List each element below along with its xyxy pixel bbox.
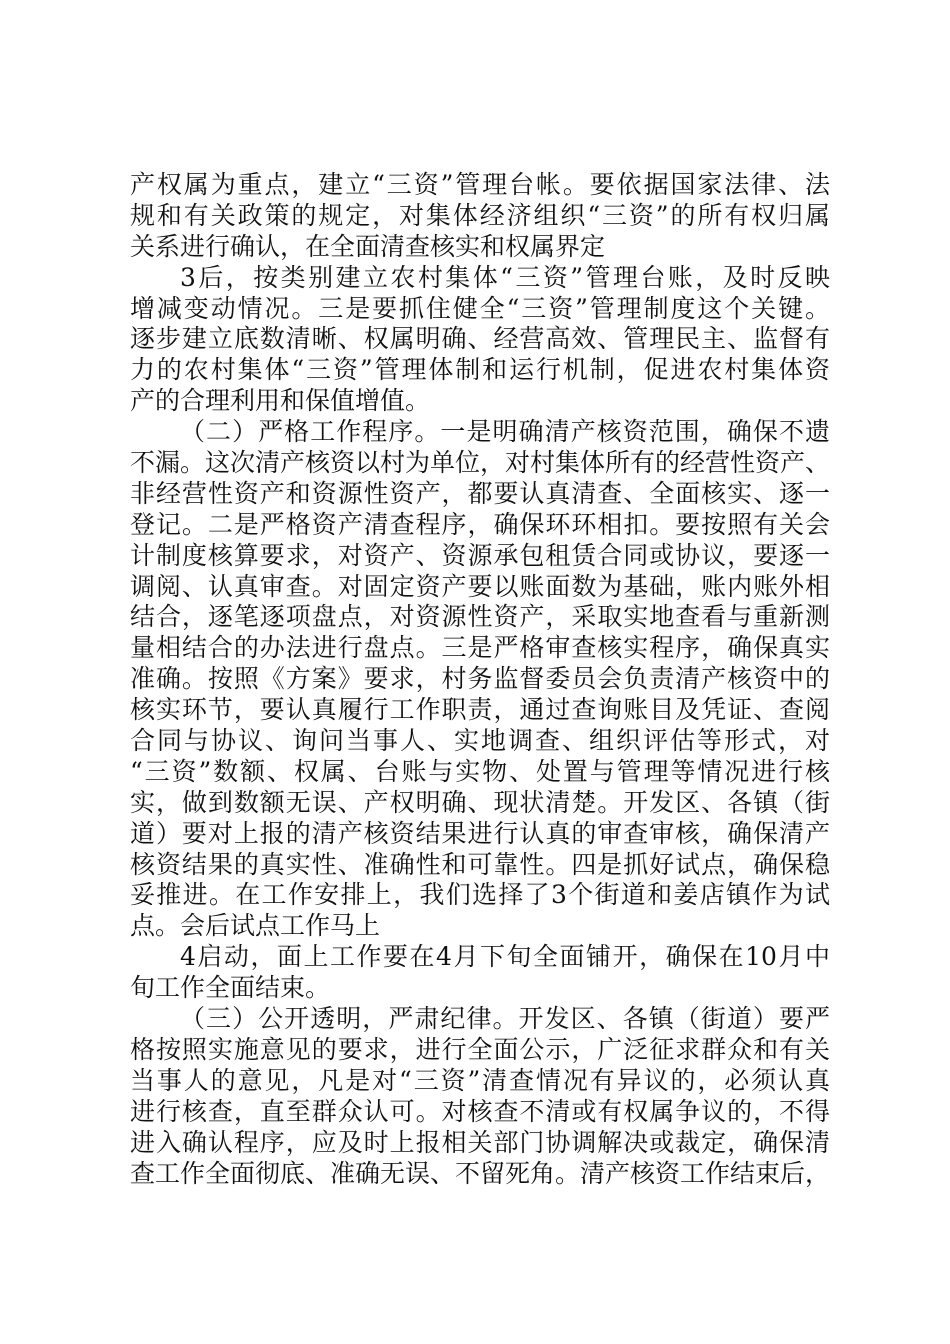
text-line: 登记。二是严格资产清查程序，确保环环相扣。要按照有关会 (130, 509, 830, 539)
text-line: 不漏。这次清产核资以村为单位，对村集体所有的经营性资产、 (130, 448, 831, 478)
text-line: 点。会后试点工作马上 (130, 911, 381, 941)
text-line: （三）公开透明，严肃纪律。开发区、各镇（街道）要严 (180, 1004, 830, 1034)
text-line: 进入确认程序，应及时上报相关部门协调解决或裁定，确保清 (130, 1127, 830, 1157)
text-line: 非经营性资产和资源性资产，都要认真清查、全面核实、逐一 (130, 478, 830, 508)
text-line: 准确。按照《方案》要求，村务监督委员会负责清产核资中的 (130, 664, 830, 694)
document-body (130, 170, 830, 1189)
text-line: 结合，逐笔逐项盘点，对资源性资产，采取实地查看与重新测 (130, 602, 830, 632)
text-line: 旬工作全面结束。 (130, 973, 331, 1003)
text-line: 逐步建立底数清晰、权属明确、经营高效、管理民主、监督有 (130, 324, 830, 354)
text-line: 产权属为重点，建立“三资”管理台帐。要依据国家法律、法 (130, 170, 830, 199)
text-line: 查工作全面彻底、准确无误、不留死角。清产核资工作结束后， (130, 1158, 831, 1188)
text-line: “三资”数额、权属、台账与实物、处置与管理等情况进行核 (130, 756, 830, 786)
text-line: 道）要对上报的清产核资结果进行认真的审查审核，确保清产 (130, 818, 830, 848)
text-line: 计制度核算要求，对资产、资源承包租赁合同或协议，要逐一 (130, 540, 830, 570)
text-line: 4启动，面上工作要在4月下旬全面铺开，确保在10月中 (180, 942, 830, 972)
text-line: 进行核查，直至群众认可。对核查不清或有权属争议的，不得 (130, 1096, 830, 1126)
text-line: 当事人的意见，凡是对“三资”清查情况有异议的，必须认真 (130, 1065, 830, 1095)
text-line: 格按照实施意见的要求，进行全面公示，广泛征求群众和有关 (130, 1034, 830, 1064)
text-line: 3后，按类别建立农村集体“三资”管理台账，及时反映 (180, 262, 830, 292)
text-line: 妥推进。在工作安排上，我们选择了3个街道和姜店镇作为试 (130, 880, 830, 910)
text-line: 实，做到数额无误、产权明确、现状清楚。开发区、各镇（街 (130, 787, 830, 817)
text-line: 力的农村集体“三资”管理体制和运行机制，促进农村集体资 (130, 355, 830, 385)
text-line: 合同与协议、询问当事人、实地调查、组织评估等形式，对 (130, 726, 830, 756)
text-line: 产的合理利用和保值增值。 (130, 386, 431, 416)
text-line: 量相结合的办法进行盘点。三是严格审查核实程序，确保真实 (130, 633, 830, 663)
text-line: 关系进行确认，在全面清查核实和权属界定 (130, 231, 606, 261)
text-line: 调阅、认真审查。对固定资产要以账面数为基础，账内账外相 (130, 571, 830, 601)
text-line: 增减变动情况。三是要抓住健全“三资”管理制度这个关键。 (130, 293, 830, 323)
text-line: （二）严格工作程序。一是明确清产核资范围，确保不遗 (180, 417, 830, 447)
text-line: 规和有关政策的规定，对集体经济组织“三资”的所有权归属 (130, 200, 830, 230)
text-line: 核实环节，要认真履行工作职责，通过查询账目及凭证、查阅 (130, 695, 830, 725)
text-line: 核资结果的真实性、准确性和可靠性。四是抓好试点，确保稳 (130, 849, 830, 879)
